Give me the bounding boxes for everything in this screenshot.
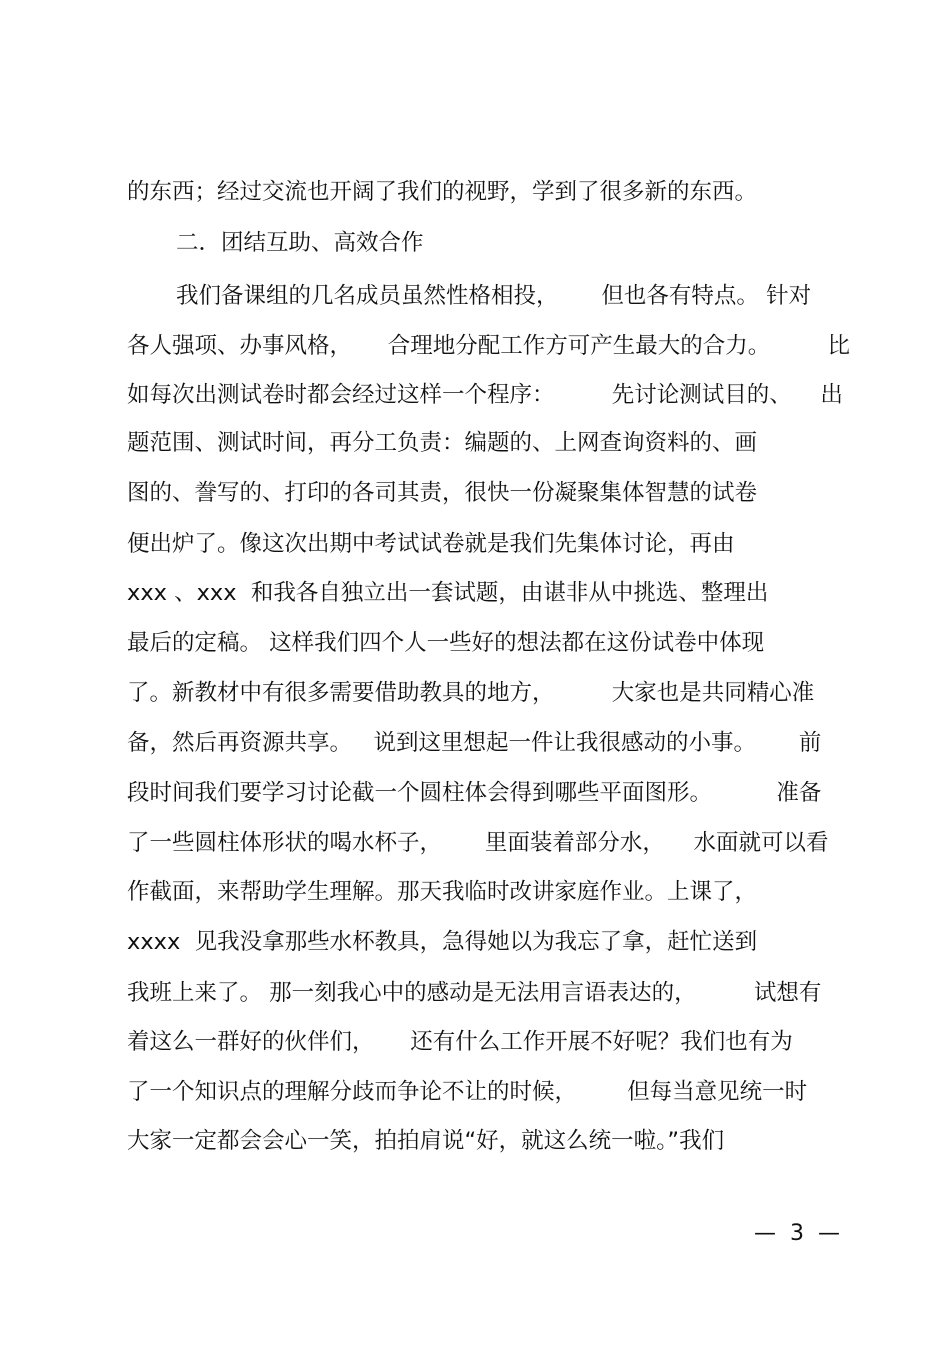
text-line: 了一些圆柱体形状的喝水杯子， 里面装着部分水， 水面就可以看 xyxy=(127,830,829,856)
text-line: 了。新教材中有很多需要借助教具的地方， 大家也是共同精心准 xyxy=(127,680,815,706)
text-line: 作截面，来帮助学生理解。那天我临时改讲家庭作业。上课了， xyxy=(127,879,758,905)
text-line: 着这么一群好的伙伴们， 还有什么工作开展不好呢？我们也有为 xyxy=(127,1029,793,1055)
page-number: — 3 — xyxy=(754,1221,840,1246)
text-line: 如每次出测试卷时都会经过这样一个程序： 先讨论测试目的、 出 xyxy=(127,382,843,408)
text-line: 备，然后再资源共享。 说到这里想起一件让我很感动的小事。 前 xyxy=(127,730,822,756)
text-line: 图的、誊写的、打印的各司其责，很快一份凝聚集体智慧的试卷 xyxy=(127,480,758,506)
text-line: 的东西；经过交流也开阔了我们的视野，学到了很多新的东西。 xyxy=(127,179,758,205)
text-line: 题范围、测试时间，再分工负责：编题的、上网查询资料的、画 xyxy=(127,430,758,456)
text-line: 大家一定都会会心一笑，拍拍肩说“好，就这么统一啦。”我们 xyxy=(127,1128,725,1154)
text-line: 了一个知识点的理解分歧而争论不让的时候， 但每当意见统一时 xyxy=(127,1079,808,1105)
text-line: 段时间我们要学习讨论截一个圆柱体会得到哪些平面图形。 准备 xyxy=(127,780,822,806)
text-line: xxx 、xxx 和我各自独立出一套试题，由谌非从中挑选、整理出 xyxy=(127,580,769,606)
text-line: 各人强项、办事风格， 合理地分配工作方可产生最大的合力。 比 xyxy=(127,333,850,359)
text-line: xxxx 见我没拿那些水杯教具，急得她以为我忘了拿，赶忙送到 xyxy=(127,929,758,955)
section-heading: 二．团结互助、高效合作 xyxy=(176,230,424,256)
text-line: 最后的定稿。 这样我们四个人一些好的想法都在这份试卷中体现 xyxy=(127,630,765,656)
text-line: 我们备课组的几名成员虽然性格相投， 但也各有特点。 针对 xyxy=(176,283,812,309)
text-line: 便出炉了。像这次出期中考试试卷就是我们先集体讨论，再由 xyxy=(127,531,735,557)
text-line: 我班上来了。 那一刻我心中的感动是无法用言语表达的， 试想有 xyxy=(127,980,822,1006)
